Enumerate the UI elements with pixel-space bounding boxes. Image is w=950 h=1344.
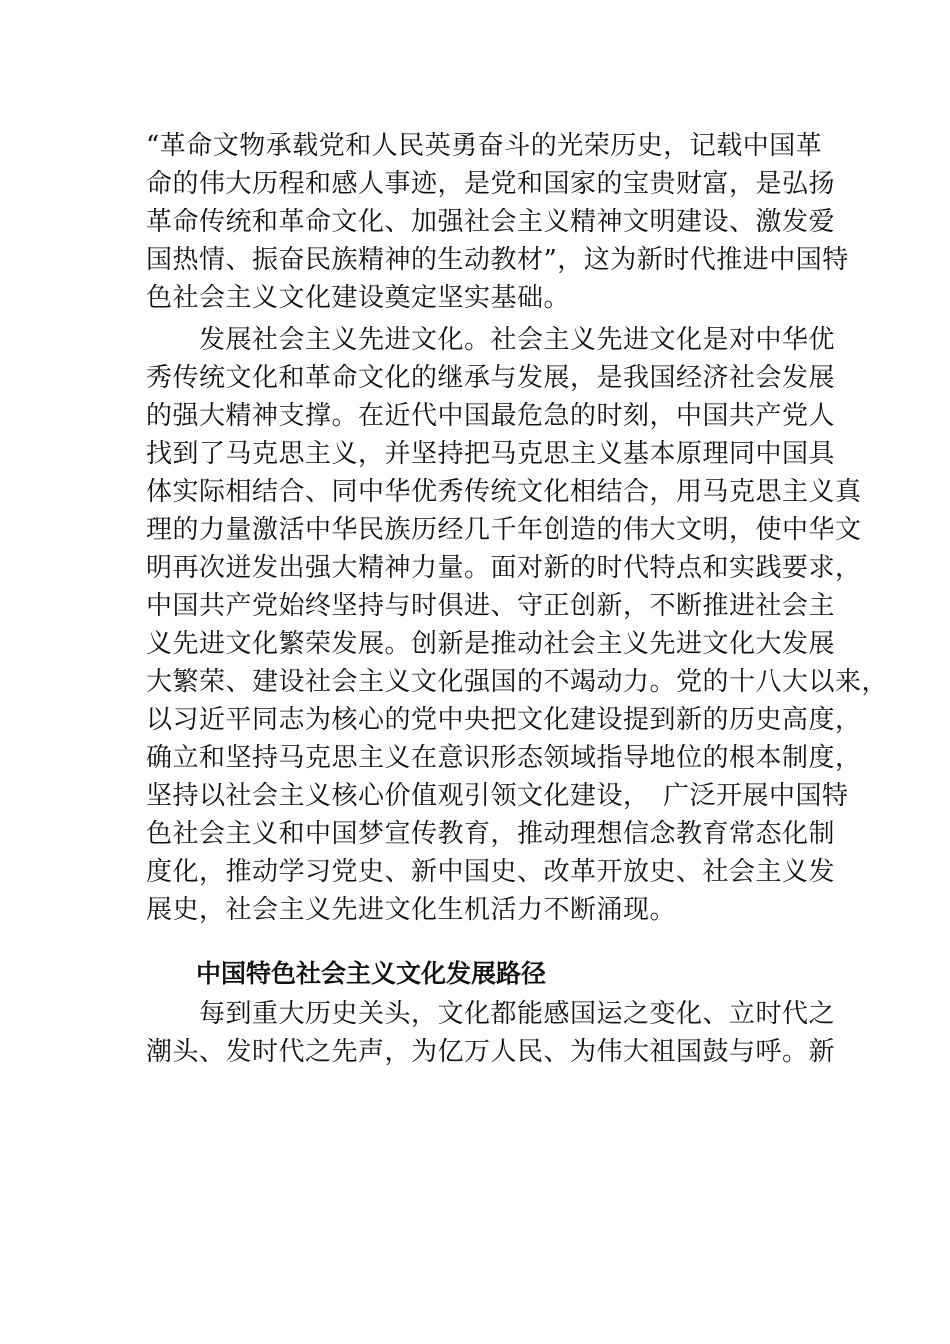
paragraph-line: 明再次迸发出强大精神力量。面对新的时代特点和实践要求， bbox=[146, 553, 862, 583]
paragraph-line: 发展社会主义先进文化。社会主义先进文化是对中华优 bbox=[146, 325, 836, 355]
paragraph-line: 确立和坚持马克思主义在意识形态领域指导地位的根本制度， bbox=[146, 743, 862, 773]
paragraph-line: “革命文物承载党和人民英勇奋斗的光荣历史，记载中国革 bbox=[146, 131, 823, 161]
paragraph-3 bbox=[146, 995, 836, 1071]
section-heading: 中国特色社会主义文化发展路径 bbox=[196, 959, 547, 988]
paragraph-line: 中国共产党始终坚持与时俱进、守正创新，不断推进社会主 bbox=[146, 591, 836, 621]
paragraph-line: 大繁荣、建设社会主义文化强国的不竭动力。党的十八大以来， bbox=[146, 667, 889, 697]
paragraph-line: 色社会主义和中国梦宣传教育，推动理想信念教育常态化制 bbox=[146, 819, 836, 849]
paragraph-line: 坚持以社会主义核心价值观引领文化建设， 广泛开展中国特 bbox=[146, 781, 849, 811]
paragraph-line: 体实际相结合、同中华优秀传统文化相结合，用马克思主义真 bbox=[146, 477, 862, 507]
paragraph-line: 的强大精神支撑。在近代中国最危急的时刻，中国共产党人 bbox=[146, 401, 836, 431]
paragraph-line: 革命传统和革命文化、加强社会主义精神文明建设、激发爱 bbox=[146, 207, 836, 237]
paragraph-line: 展史，社会主义先进文化生机活力不断涌现。 bbox=[146, 895, 677, 925]
paragraph-2 bbox=[146, 321, 889, 929]
paragraph-line: 潮头、发时代之先声，为亿万人民、为伟大祖国鼓与呼。新 bbox=[146, 1037, 836, 1067]
paragraph-line: 找到了马克思主义，并坚持把马克思主义基本原理同中国具 bbox=[146, 439, 836, 469]
paragraph-line: 国热情、振奋民族精神的生动教材”，这为新时代推进中国特 bbox=[146, 245, 849, 275]
paragraph-line: 理的力量激活中华民族历经几千年创造的伟大文明，使中华文 bbox=[146, 515, 862, 545]
paragraph-line: 义先进文化繁荣发展。创新是推动社会主义先进文化大发展 bbox=[146, 629, 836, 659]
paragraph-line: 以习近平同志为核心的党中央把文化建设提到新的历史高度， bbox=[146, 705, 862, 735]
paragraph-1 bbox=[146, 127, 849, 317]
paragraph-line: 秀传统文化和革命文化的继承与发展，是我国经济社会发展 bbox=[146, 363, 836, 393]
paragraph-line: 色社会主义文化建设奠定坚实基础。 bbox=[146, 283, 571, 313]
paragraph-line: 每到重大历史关头，文化都能感国运之变化、立时代之 bbox=[146, 999, 836, 1029]
paragraph-line: 度化，推动学习党史、新中国史、改革开放史、社会主义发 bbox=[146, 857, 836, 887]
paragraph-line: 命的伟大历程和感人事迹，是党和国家的宝贵财富，是弘扬 bbox=[146, 169, 836, 199]
